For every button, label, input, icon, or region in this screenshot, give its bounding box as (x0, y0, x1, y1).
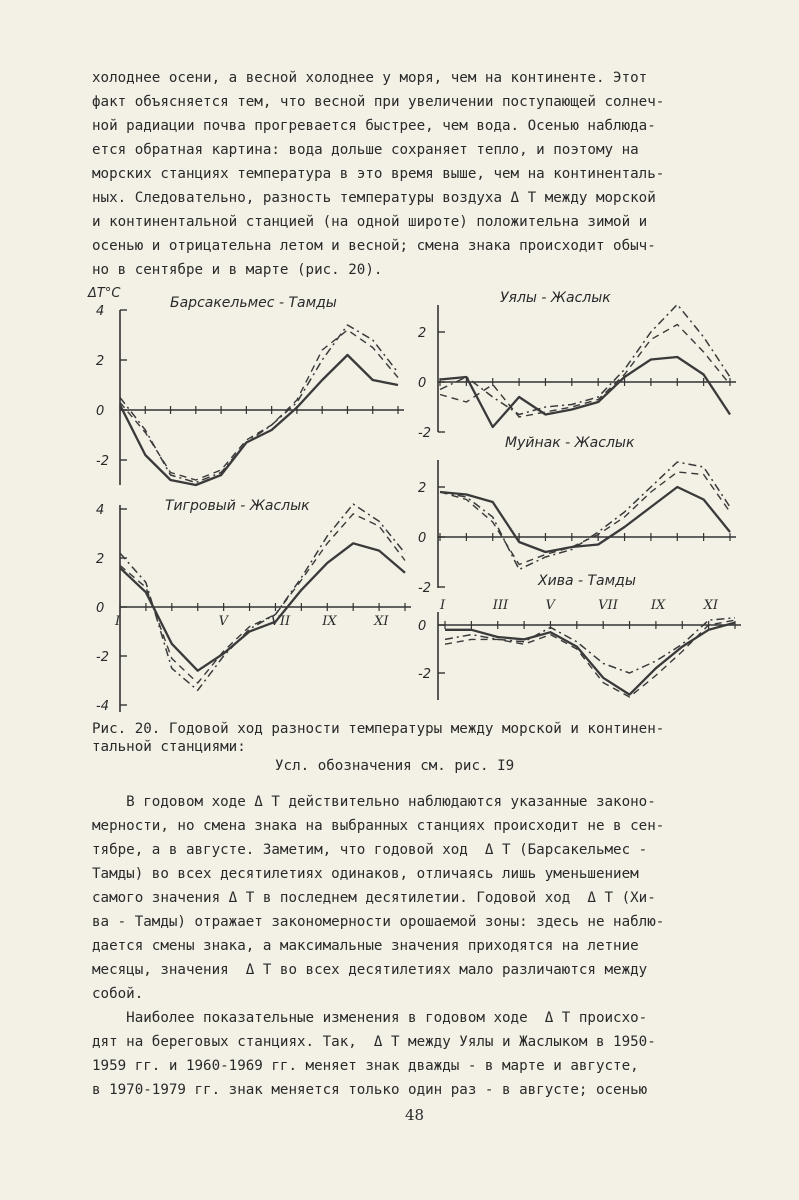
text-line: 1959 гг. и 1960-1969 гг. меняет знак дважды - в марте и августе, (92, 1058, 639, 1074)
series-line-2 (440, 472, 730, 565)
y-tick-label: -2 (418, 667, 431, 682)
month-label: V (218, 614, 229, 629)
panel-4 (96, 498, 411, 714)
month-label: III (492, 598, 509, 613)
y-tick-label: 2 (418, 481, 427, 496)
panel-1 (96, 295, 404, 485)
month-label: IX (322, 614, 337, 629)
text-line: дается смены знака, а максимальные значения приходятся на летние (92, 938, 639, 954)
y-tick-label: -4 (96, 699, 109, 714)
text-line: ется обратная картина: вода дольше сохраняет тепло, и поэтому на (92, 142, 639, 158)
series-line-2 (120, 330, 398, 480)
text-line: дят на береговых станциях. Так, Δ T между Уялы и Жаслыком в 1950- (92, 1034, 656, 1050)
text-line: ва - Тамды) отражает закономерности орошаемой зоны: здесь не наблю- (92, 914, 665, 930)
y-tick-label: 4 (96, 503, 105, 518)
month-label: I (440, 598, 446, 613)
y-tick-label: 0 (96, 404, 105, 419)
text-line: морских станциях температура в это время выше, чем на континенталь- (92, 166, 665, 182)
series-line-3 (440, 357, 730, 427)
y-tick-label: 2 (96, 552, 105, 567)
text-line: В годовом ходе Δ T действительно наблюдаются указанные законо- (92, 794, 656, 810)
month-label: XI (703, 598, 719, 613)
text-line: самого значения Δ T в последнем десятилетии. Годовой ход Δ T (Хи- (92, 890, 656, 906)
series-line-3 (445, 623, 735, 695)
text-line: и континентальной станцией (на одной широте) положительна зимой и (92, 214, 648, 230)
series-line-1 (440, 462, 730, 570)
text-line: мерности, но смена знака на выбранных станциях происходит не в сен- (92, 818, 665, 834)
text-line: Тамды) во всех десятилетиях одинаков, отличаясь лишь уменьшением (92, 866, 639, 882)
y-tick-label: -2 (96, 650, 109, 665)
text-line: Наиболее показательные изменения в годовом ходе Δ T происхо- (92, 1010, 648, 1026)
text-line: факт объясняется тем, что весной при увеличении поступающей солнеч- (92, 94, 665, 110)
text-line: но в сентябре и в марте (рис. 20). (92, 262, 383, 278)
panel-title: Барсакельмес - Тамды (170, 295, 337, 311)
series-line-2 (445, 620, 735, 697)
month-label: VII (270, 614, 291, 629)
y-tick-label: 0 (418, 531, 427, 546)
caption-line-2: тальной станциями: (92, 739, 246, 755)
y-axis-label: ΔT°C (88, 286, 121, 301)
series-line-3 (440, 487, 730, 552)
series-line-1 (440, 305, 730, 415)
y-tick-label: 4 (96, 304, 105, 319)
page-number: 48 (405, 1106, 425, 1124)
text-line: ных. Следовательно, разность температуры воздуха Δ T между морской (92, 190, 656, 206)
text-line: в 1970-1979 гг. знак меняется только один раз - в августе; осенью (92, 1082, 648, 1098)
y-tick-label: 0 (418, 619, 427, 634)
text-line: ной радиации почва прогревается быстрее, чем вода. Осенью наблюда- (92, 118, 656, 134)
series-line-1 (120, 504, 405, 690)
month-label: V (545, 598, 555, 613)
month-label: VII (598, 598, 618, 613)
panel-3 (418, 435, 736, 596)
series-line-2 (120, 514, 405, 683)
y-tick-label: 2 (96, 354, 105, 369)
text-line: осенью и отрицательна летом и весной; смена знака происходит обыч- (92, 238, 656, 254)
series-line-2 (440, 325, 730, 418)
y-tick-label: 0 (418, 376, 427, 391)
text-line: тябре, а в августе. Заметим, что годовой ход Δ T (Барсакельмес - (92, 842, 648, 858)
panel-2 (418, 290, 736, 441)
y-tick-label: -2 (418, 581, 431, 596)
panel-title: Муйнак - Жаслык (505, 435, 635, 451)
month-label: IX (650, 598, 666, 613)
text-line: собой. (92, 986, 144, 1002)
y-tick-label: -2 (96, 454, 109, 469)
panel-5 (418, 573, 741, 700)
y-tick-label: -2 (418, 426, 431, 441)
text-line: месяцы, значения Δ T во всех десятилетиях мало различаются между (92, 962, 648, 978)
panel-title: Хива - Тамды (538, 573, 636, 589)
panel-title: Тигровый - Жаслык (165, 498, 310, 514)
caption-line-1: Рис. 20. Годовой ход разности температуры между морской и континен- (92, 721, 665, 737)
month-label: I (115, 614, 121, 629)
caption-note: Усл. обозначения см. рис. I9 (275, 758, 515, 774)
y-tick-label: 0 (96, 601, 105, 616)
panel-title: Уялы - Жаслык (500, 290, 611, 306)
series-line-3 (120, 355, 398, 485)
text-line: холоднее осени, а весной холоднее у моря, чем на континенте. Этот (92, 70, 648, 86)
month-label: XI (374, 614, 389, 629)
series-line-1 (120, 325, 398, 483)
figure-caption (92, 720, 664, 756)
paragraph-discussion (92, 790, 732, 1102)
y-tick-label: 2 (418, 326, 427, 341)
